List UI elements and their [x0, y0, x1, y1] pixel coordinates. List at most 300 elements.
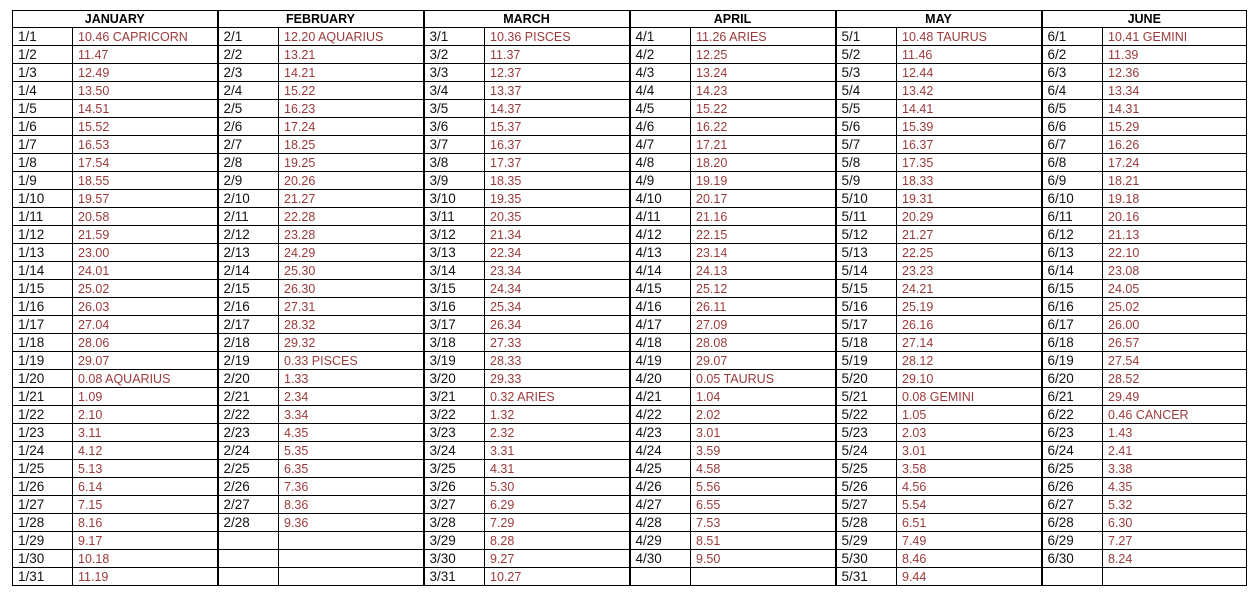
position-cell-may: 10.48 TAURUS — [897, 28, 1042, 46]
position-cell-may: 16.37 — [897, 136, 1042, 154]
position-cell-february: 24.29 — [279, 244, 424, 262]
date-cell-may: 5/14 — [836, 262, 897, 280]
position-cell-april: 3.59 — [691, 442, 836, 460]
date-cell-january: 1/6 — [13, 118, 73, 136]
position-cell-april: 29.07 — [691, 352, 836, 370]
date-cell-january: 1/24 — [13, 442, 73, 460]
position-cell-january: 17.54 — [73, 154, 218, 172]
table-body — [13, 28, 1247, 586]
empty-cell — [691, 568, 836, 586]
date-cell-february: 2/15 — [218, 280, 279, 298]
position-cell-may: 17.35 — [897, 154, 1042, 172]
date-cell-february: 2/8 — [218, 154, 279, 172]
position-cell-june: 18.21 — [1103, 172, 1247, 190]
table-row — [13, 280, 1247, 298]
position-cell-february: 9.36 — [279, 514, 424, 532]
position-cell-may: 5.54 — [897, 496, 1042, 514]
date-cell-april: 4/9 — [630, 172, 691, 190]
date-cell-february: 2/27 — [218, 496, 279, 514]
position-cell-march: 17.37 — [485, 154, 630, 172]
date-cell-june: 6/23 — [1042, 424, 1103, 442]
position-cell-april: 21.16 — [691, 208, 836, 226]
date-cell-may: 5/27 — [836, 496, 897, 514]
position-cell-april: 9.50 — [691, 550, 836, 568]
month-header-april: APRIL — [630, 11, 836, 28]
position-cell-january: 9.17 — [73, 532, 218, 550]
table-row — [13, 64, 1247, 82]
date-cell-may: 5/31 — [836, 568, 897, 586]
position-cell-february: 28.32 — [279, 316, 424, 334]
date-cell-may: 5/6 — [836, 118, 897, 136]
position-cell-march: 16.37 — [485, 136, 630, 154]
date-cell-june: 6/8 — [1042, 154, 1103, 172]
position-cell-january: 11.47 — [73, 46, 218, 64]
date-cell-march: 3/22 — [424, 406, 485, 424]
table-row — [13, 46, 1247, 64]
position-cell-april: 5.56 — [691, 478, 836, 496]
month-header-february: FEBRUARY — [218, 11, 424, 28]
position-cell-february: 5.35 — [279, 442, 424, 460]
date-cell-january: 1/27 — [13, 496, 73, 514]
position-cell-april: 15.22 — [691, 100, 836, 118]
position-cell-march: 26.34 — [485, 316, 630, 334]
date-cell-january: 1/23 — [13, 424, 73, 442]
date-cell-april: 4/29 — [630, 532, 691, 550]
position-cell-april: 7.53 — [691, 514, 836, 532]
month-header-row — [13, 11, 1247, 28]
position-cell-march: 23.34 — [485, 262, 630, 280]
table-row — [13, 262, 1247, 280]
date-cell-may: 5/15 — [836, 280, 897, 298]
date-cell-june: 6/4 — [1042, 82, 1103, 100]
position-cell-january: 23.00 — [73, 244, 218, 262]
date-cell-april: 4/27 — [630, 496, 691, 514]
position-cell-january: 16.53 — [73, 136, 218, 154]
date-cell-april: 4/19 — [630, 352, 691, 370]
position-cell-february: 20.26 — [279, 172, 424, 190]
table-row — [13, 334, 1247, 352]
date-cell-february: 2/7 — [218, 136, 279, 154]
date-cell-february: 2/23 — [218, 424, 279, 442]
date-cell-june: 6/22 — [1042, 406, 1103, 424]
position-cell-june: 7.27 — [1103, 532, 1247, 550]
position-cell-may: 14.41 — [897, 100, 1042, 118]
empty-cell — [279, 532, 424, 550]
position-cell-may: 8.46 — [897, 550, 1042, 568]
table-row — [13, 532, 1247, 550]
date-cell-march: 3/17 — [424, 316, 485, 334]
date-cell-april: 4/6 — [630, 118, 691, 136]
position-cell-april: 19.19 — [691, 172, 836, 190]
date-cell-march: 3/21 — [424, 388, 485, 406]
date-cell-april: 4/15 — [630, 280, 691, 298]
position-cell-june: 3.38 — [1103, 460, 1247, 478]
date-cell-june: 6/26 — [1042, 478, 1103, 496]
date-cell-february: 2/13 — [218, 244, 279, 262]
position-cell-january: 11.19 — [73, 568, 218, 586]
position-cell-june: 14.31 — [1103, 100, 1247, 118]
date-cell-february: 2/10 — [218, 190, 279, 208]
position-cell-june: 20.16 — [1103, 208, 1247, 226]
date-cell-april: 4/2 — [630, 46, 691, 64]
position-cell-january: 27.04 — [73, 316, 218, 334]
position-cell-march: 19.35 — [485, 190, 630, 208]
date-cell-march: 3/11 — [424, 208, 485, 226]
table-row — [13, 424, 1247, 442]
position-cell-january: 12.49 — [73, 64, 218, 82]
position-cell-february: 2.34 — [279, 388, 424, 406]
position-cell-may: 21.27 — [897, 226, 1042, 244]
date-cell-may: 5/21 — [836, 388, 897, 406]
date-cell-april: 4/28 — [630, 514, 691, 532]
position-cell-april: 3.01 — [691, 424, 836, 442]
position-cell-may: 23.23 — [897, 262, 1042, 280]
date-cell-march: 3/5 — [424, 100, 485, 118]
position-cell-june: 25.02 — [1103, 298, 1247, 316]
position-cell-march: 29.33 — [485, 370, 630, 388]
date-cell-february: 2/12 — [218, 226, 279, 244]
position-cell-january: 28.06 — [73, 334, 218, 352]
table-row — [13, 82, 1247, 100]
date-cell-june: 6/3 — [1042, 64, 1103, 82]
position-cell-june: 2.41 — [1103, 442, 1247, 460]
date-cell-january: 1/16 — [13, 298, 73, 316]
position-cell-march: 2.32 — [485, 424, 630, 442]
empty-cell — [279, 568, 424, 586]
position-cell-january: 21.59 — [73, 226, 218, 244]
position-cell-february: 1.33 — [279, 370, 424, 388]
position-cell-february: 13.21 — [279, 46, 424, 64]
date-cell-april: 4/23 — [630, 424, 691, 442]
date-cell-april: 4/3 — [630, 64, 691, 82]
position-cell-may: 22.25 — [897, 244, 1042, 262]
date-cell-march: 3/19 — [424, 352, 485, 370]
date-cell-january: 1/4 — [13, 82, 73, 100]
date-cell-march: 3/30 — [424, 550, 485, 568]
position-cell-march: 28.33 — [485, 352, 630, 370]
date-cell-may: 5/5 — [836, 100, 897, 118]
date-cell-may: 5/28 — [836, 514, 897, 532]
position-cell-june: 16.26 — [1103, 136, 1247, 154]
position-cell-may: 2.03 — [897, 424, 1042, 442]
position-cell-june: 23.08 — [1103, 262, 1247, 280]
date-cell-january: 1/25 — [13, 460, 73, 478]
position-cell-february: 14.21 — [279, 64, 424, 82]
position-cell-march: 27.33 — [485, 334, 630, 352]
date-cell-may: 5/1 — [836, 28, 897, 46]
position-cell-june: 11.39 — [1103, 46, 1247, 64]
date-cell-june: 6/5 — [1042, 100, 1103, 118]
date-cell-february: 2/4 — [218, 82, 279, 100]
position-cell-april: 0.05 TAURUS — [691, 370, 836, 388]
position-cell-february: 8.36 — [279, 496, 424, 514]
position-cell-may: 20.29 — [897, 208, 1042, 226]
date-cell-april: 4/5 — [630, 100, 691, 118]
table-row — [13, 550, 1247, 568]
position-cell-march: 4.31 — [485, 460, 630, 478]
position-cell-april: 11.26 ARIES — [691, 28, 836, 46]
date-cell-february: 2/11 — [218, 208, 279, 226]
position-cell-february: 0.33 PISCES — [279, 352, 424, 370]
date-cell-june: 6/17 — [1042, 316, 1103, 334]
position-cell-june: 26.57 — [1103, 334, 1247, 352]
position-cell-june: 0.46 CANCER — [1103, 406, 1247, 424]
date-cell-june: 6/6 — [1042, 118, 1103, 136]
date-cell-february: 2/3 — [218, 64, 279, 82]
position-cell-june: 5.32 — [1103, 496, 1247, 514]
table-row — [13, 370, 1247, 388]
position-cell-april: 12.25 — [691, 46, 836, 64]
position-cell-february: 21.27 — [279, 190, 424, 208]
date-cell-january: 1/12 — [13, 226, 73, 244]
position-cell-march: 10.27 — [485, 568, 630, 586]
date-cell-june: 6/29 — [1042, 532, 1103, 550]
position-cell-february: 25.30 — [279, 262, 424, 280]
position-cell-april: 4.58 — [691, 460, 836, 478]
date-cell-january: 1/3 — [13, 64, 73, 82]
date-cell-june: 6/18 — [1042, 334, 1103, 352]
position-cell-february: 16.23 — [279, 100, 424, 118]
date-cell-june: 6/15 — [1042, 280, 1103, 298]
position-cell-february: 3.34 — [279, 406, 424, 424]
date-cell-january: 1/5 — [13, 100, 73, 118]
date-cell-february: 2/20 — [218, 370, 279, 388]
position-cell-june: 13.34 — [1103, 82, 1247, 100]
position-cell-april: 24.13 — [691, 262, 836, 280]
position-cell-june: 28.52 — [1103, 370, 1247, 388]
position-cell-may: 19.31 — [897, 190, 1042, 208]
table-row — [13, 208, 1247, 226]
date-cell-january: 1/19 — [13, 352, 73, 370]
date-cell-january: 1/26 — [13, 478, 73, 496]
table-row — [13, 226, 1247, 244]
date-cell-april: 4/30 — [630, 550, 691, 568]
table-row — [13, 496, 1247, 514]
position-cell-march: 6.29 — [485, 496, 630, 514]
position-cell-january: 18.55 — [73, 172, 218, 190]
date-cell-june: 6/2 — [1042, 46, 1103, 64]
position-cell-june: 10.41 GEMINI — [1103, 28, 1247, 46]
date-cell-june: 6/21 — [1042, 388, 1103, 406]
position-cell-may: 18.33 — [897, 172, 1042, 190]
position-cell-january: 14.51 — [73, 100, 218, 118]
position-cell-april: 23.14 — [691, 244, 836, 262]
table-row — [13, 118, 1247, 136]
table-row — [13, 568, 1247, 586]
empty-cell — [1103, 568, 1247, 586]
date-cell-january: 1/8 — [13, 154, 73, 172]
date-cell-may: 5/16 — [836, 298, 897, 316]
date-cell-june: 6/16 — [1042, 298, 1103, 316]
position-cell-february: 22.28 — [279, 208, 424, 226]
position-cell-january: 5.13 — [73, 460, 218, 478]
date-cell-may: 5/10 — [836, 190, 897, 208]
position-cell-may: 25.19 — [897, 298, 1042, 316]
position-cell-april: 26.11 — [691, 298, 836, 316]
date-cell-may: 5/18 — [836, 334, 897, 352]
position-cell-may: 4.56 — [897, 478, 1042, 496]
position-cell-may: 3.58 — [897, 460, 1042, 478]
date-cell-march: 3/29 — [424, 532, 485, 550]
date-cell-march: 3/4 — [424, 82, 485, 100]
table-row — [13, 136, 1247, 154]
date-cell-march: 3/18 — [424, 334, 485, 352]
date-cell-february: 2/14 — [218, 262, 279, 280]
date-cell-may: 5/11 — [836, 208, 897, 226]
position-cell-may: 27.14 — [897, 334, 1042, 352]
position-cell-january: 1.09 — [73, 388, 218, 406]
date-cell-january: 1/28 — [13, 514, 73, 532]
date-cell-june: 6/24 — [1042, 442, 1103, 460]
position-cell-march: 25.34 — [485, 298, 630, 316]
position-cell-may: 12.44 — [897, 64, 1042, 82]
position-cell-april: 8.51 — [691, 532, 836, 550]
table-row — [13, 190, 1247, 208]
month-header-may: MAY — [836, 11, 1042, 28]
table-row — [13, 442, 1247, 460]
position-cell-february: 15.22 — [279, 82, 424, 100]
date-cell-april: 4/11 — [630, 208, 691, 226]
date-cell-march: 3/9 — [424, 172, 485, 190]
position-cell-june: 8.24 — [1103, 550, 1247, 568]
date-cell-march: 3/26 — [424, 478, 485, 496]
date-cell-may: 5/17 — [836, 316, 897, 334]
date-cell-june: 6/20 — [1042, 370, 1103, 388]
table-row — [13, 28, 1247, 46]
position-cell-may: 0.08 GEMINI — [897, 388, 1042, 406]
position-cell-march: 21.34 — [485, 226, 630, 244]
position-cell-june: 21.13 — [1103, 226, 1247, 244]
date-cell-june: 6/28 — [1042, 514, 1103, 532]
date-cell-june: 6/11 — [1042, 208, 1103, 226]
position-cell-april: 1.04 — [691, 388, 836, 406]
date-cell-june: 6/30 — [1042, 550, 1103, 568]
position-cell-march: 24.34 — [485, 280, 630, 298]
date-cell-june: 6/9 — [1042, 172, 1103, 190]
position-cell-february: 6.35 — [279, 460, 424, 478]
date-cell-may: 5/3 — [836, 64, 897, 82]
position-cell-january: 15.52 — [73, 118, 218, 136]
table-row — [13, 388, 1247, 406]
empty-cell — [279, 550, 424, 568]
date-cell-february: 2/6 — [218, 118, 279, 136]
table-row — [13, 154, 1247, 172]
date-cell-january: 1/9 — [13, 172, 73, 190]
date-cell-february: 2/21 — [218, 388, 279, 406]
position-cell-january: 10.18 — [73, 550, 218, 568]
position-cell-may: 15.39 — [897, 118, 1042, 136]
date-cell-march: 3/16 — [424, 298, 485, 316]
date-cell-may: 5/26 — [836, 478, 897, 496]
date-cell-february: 2/9 — [218, 172, 279, 190]
table-row — [13, 352, 1247, 370]
position-cell-january: 25.02 — [73, 280, 218, 298]
date-cell-march: 3/28 — [424, 514, 485, 532]
date-cell-february: 2/1 — [218, 28, 279, 46]
date-cell-may: 5/23 — [836, 424, 897, 442]
position-cell-april: 2.02 — [691, 406, 836, 424]
empty-cell — [630, 568, 691, 586]
date-cell-march: 3/3 — [424, 64, 485, 82]
position-cell-may: 3.01 — [897, 442, 1042, 460]
table-row — [13, 316, 1247, 334]
position-cell-january: 2.10 — [73, 406, 218, 424]
position-cell-january: 7.15 — [73, 496, 218, 514]
date-cell-june: 6/7 — [1042, 136, 1103, 154]
date-cell-january: 1/31 — [13, 568, 73, 586]
position-cell-june: 26.00 — [1103, 316, 1247, 334]
table-row — [13, 478, 1247, 496]
date-cell-february: 2/17 — [218, 316, 279, 334]
position-cell-january: 24.01 — [73, 262, 218, 280]
date-cell-february: 2/25 — [218, 460, 279, 478]
month-header-june: JUNE — [1042, 11, 1247, 28]
position-cell-june: 19.18 — [1103, 190, 1247, 208]
table-row — [13, 100, 1247, 118]
date-cell-march: 3/10 — [424, 190, 485, 208]
date-cell-january: 1/13 — [13, 244, 73, 262]
date-cell-april: 4/26 — [630, 478, 691, 496]
position-cell-march: 12.37 — [485, 64, 630, 82]
position-cell-january: 6.14 — [73, 478, 218, 496]
position-cell-may: 26.16 — [897, 316, 1042, 334]
date-cell-may: 5/2 — [836, 46, 897, 64]
position-cell-march: 20.35 — [485, 208, 630, 226]
position-cell-march: 13.37 — [485, 82, 630, 100]
position-cell-january: 26.03 — [73, 298, 218, 316]
position-cell-february: 12.20 AQUARIUS — [279, 28, 424, 46]
position-cell-may: 11.46 — [897, 46, 1042, 64]
position-cell-april: 27.09 — [691, 316, 836, 334]
position-cell-june: 22.10 — [1103, 244, 1247, 262]
position-cell-april: 18.20 — [691, 154, 836, 172]
position-cell-may: 29.10 — [897, 370, 1042, 388]
date-cell-january: 1/1 — [13, 28, 73, 46]
date-cell-january: 1/29 — [13, 532, 73, 550]
date-cell-march: 3/20 — [424, 370, 485, 388]
date-cell-june: 6/19 — [1042, 352, 1103, 370]
date-cell-may: 5/20 — [836, 370, 897, 388]
table-row — [13, 172, 1247, 190]
date-cell-may: 5/4 — [836, 82, 897, 100]
position-cell-may: 24.21 — [897, 280, 1042, 298]
date-cell-april: 4/10 — [630, 190, 691, 208]
date-cell-march: 3/27 — [424, 496, 485, 514]
date-cell-march: 3/24 — [424, 442, 485, 460]
date-cell-march: 3/31 — [424, 568, 485, 586]
position-cell-may: 7.49 — [897, 532, 1042, 550]
position-cell-february: 7.36 — [279, 478, 424, 496]
date-cell-april: 4/12 — [630, 226, 691, 244]
date-cell-april: 4/16 — [630, 298, 691, 316]
date-cell-january: 1/14 — [13, 262, 73, 280]
position-cell-january: 4.12 — [73, 442, 218, 460]
position-cell-june: 29.49 — [1103, 388, 1247, 406]
position-cell-january: 3.11 — [73, 424, 218, 442]
date-cell-may: 5/12 — [836, 226, 897, 244]
date-cell-march: 3/12 — [424, 226, 485, 244]
position-cell-june: 17.24 — [1103, 154, 1247, 172]
date-cell-june: 6/27 — [1042, 496, 1103, 514]
table-row — [13, 244, 1247, 262]
date-cell-june: 6/25 — [1042, 460, 1103, 478]
date-cell-february: 2/16 — [218, 298, 279, 316]
position-cell-april: 6.55 — [691, 496, 836, 514]
position-cell-june: 12.36 — [1103, 64, 1247, 82]
date-cell-may: 5/7 — [836, 136, 897, 154]
position-cell-january: 13.50 — [73, 82, 218, 100]
date-cell-april: 4/7 — [630, 136, 691, 154]
